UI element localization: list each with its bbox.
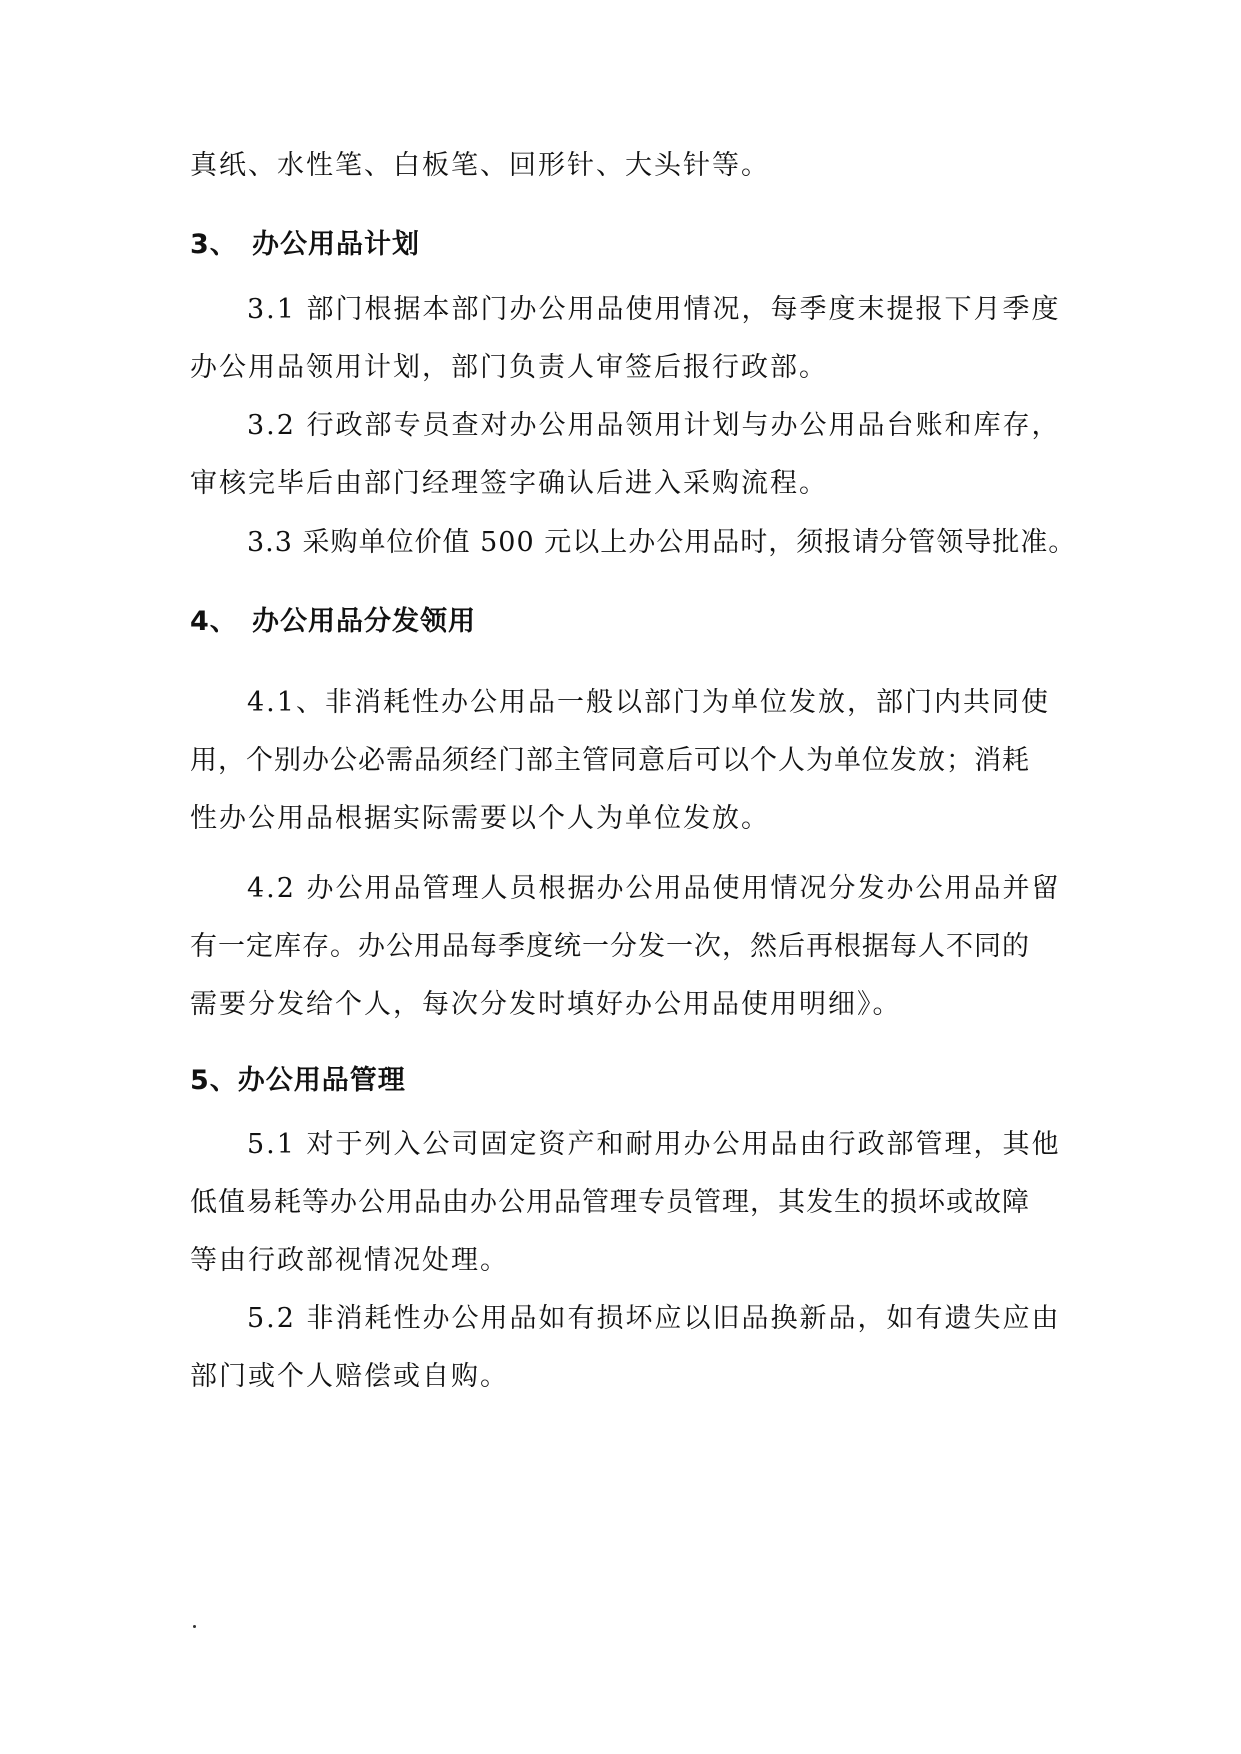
clause-3-1 [247,292,1061,328]
paragraph-line [190,1359,509,1395]
clause-3-3 [247,525,1076,561]
section-heading-3 [190,227,420,263]
heading-text: 办公用品分发领用 [252,606,476,637]
line-text: 行政部专员查对办公用品领用计划与办公用品台账和库存， [306,410,1061,441]
clause-number: 3.1 [247,294,296,325]
line-text: 办公用品管理人员根据办公用品使用情况分发办公用品并留 [306,873,1061,904]
line-text: 、非消耗性办公用品一般以部门为单位发放，部门内共同使 [295,687,1050,718]
line-text: 低值易耗等办公用品由办公用品管理专员管理，其发生的损坏或故障 [190,1187,1030,1218]
paragraph-line [190,929,1030,965]
paragraph-line [190,466,828,502]
section-heading-5 [190,1063,406,1099]
clause-4-2 [247,871,1061,907]
section-heading-4 [190,604,476,640]
clause-number: 5.2 [247,1303,296,1334]
clause-4-1 [247,685,1050,721]
line-text: 非消耗性办公用品如有损坏应以旧品换新品，如有遗失应由 [306,1303,1061,1334]
line-text: 用，个别办公必需品须经门部主管同意后可以个人为单位发放；消耗 [190,745,1030,776]
clause-number: 4.1 [247,687,296,718]
clause-number: 3.2 [247,410,296,441]
line-text: 有一定库存。办公用品每季度统一分发一次，然后再根据每人不同的 [190,931,1030,962]
line-text: 采购单位价值 500 元以上办公用品时，须报请分管领导批准。 [302,527,1077,558]
line-text: 等由行政部视情况处理。 [190,1245,509,1276]
clause-number: 3.3 [247,527,293,558]
paragraph-line [190,801,770,837]
heading-text: 办公用品计划 [252,229,420,260]
line-text: 部门或个人赔偿或自购。 [190,1361,509,1392]
line-text: 部门根据本部门办公用品使用情况，每季度末提报下月季度 [306,294,1061,325]
line-text: 审核完毕后由部门经理签字确认后进入采购流程。 [190,468,828,499]
paragraph-line [190,987,902,1023]
paragraph-line [190,743,1030,779]
line-text: 需要分发给个人，每次分发时填好办公用品使用明细》。 [190,989,902,1020]
clause-5-1 [247,1127,1061,1163]
heading-number: 5、 [190,1065,238,1096]
heading-text: 办公用品管理 [237,1065,406,1096]
paragraph-line [190,350,828,386]
paragraph-line [190,148,770,184]
line-text: 性办公用品根据实际需要以个人为单位发放。 [190,803,770,834]
clause-3-2 [247,408,1061,444]
line-text: 对于列入公司固定资产和耐用办公用品由行政部管理，其他 [306,1129,1061,1160]
heading-number: 3、 [190,229,238,260]
clause-number: 4.2 [247,873,296,904]
line-text: 真纸、水性笔、白板笔、回形针、大头针等。 [190,150,770,181]
clause-5-2 [247,1301,1061,1337]
paragraph-line [190,1185,1030,1221]
line-text: 办公用品领用计划，部门负责人审签后报行政部。 [190,352,828,383]
paragraph-line [190,1243,509,1279]
heading-number: 4、 [190,606,238,637]
clause-number: 5.1 [247,1129,296,1160]
footer-dot [193,1625,196,1628]
